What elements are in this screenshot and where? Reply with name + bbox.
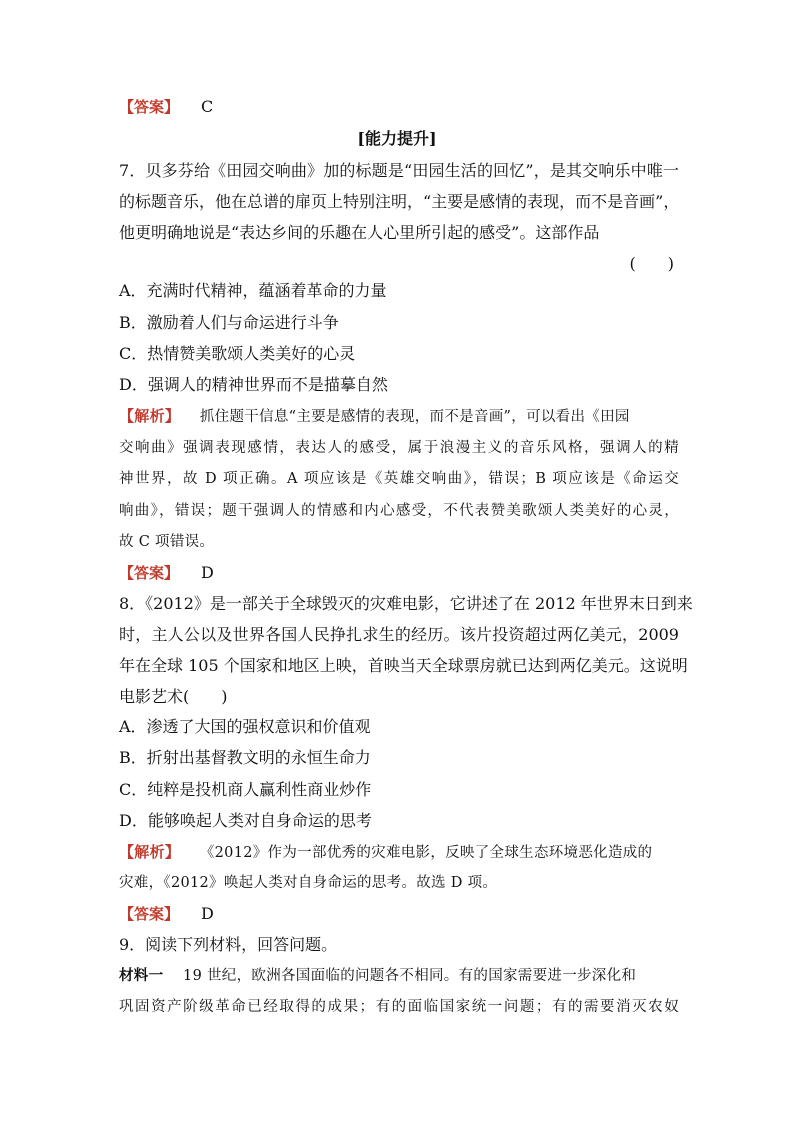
analysis-text: 《2012》作为一部优秀的灾难电影，反映了全球生态环境恶化造成的 [199,845,653,861]
material-text: 19 世纪，欧洲各国面临的问题各不相同。有的国家需要进一步深化和 [183,968,637,984]
q7-analysis-line: 响曲》，错误；题干强调人的情感和内心感受，不代表赞美歌颂人类美好的心灵， [119,503,679,519]
q7-stem-line: 的标题音乐，他在总谱的扉页上特别注明，“主要是感情的表现，而不是音画”， [119,192,680,211]
q7-analysis-line: 故 C 项错误。 [119,534,215,550]
analysis-text: 抓住题干信息“主要是感情的表现，而不是音画”，可以看出《田园 [199,409,630,425]
q9-stem: 9．阅读下列材料，回答问题。 [119,935,338,954]
q8-stem-line: 8．《2012》是一部关于全球毁灭的灾难电影，它讲述了在 2012 年世界末日到来 [119,594,693,613]
q9-material-line: 巩固资产阶级革命已经取得的成果；有的面临国家统一问题；有的需要消灭农奴 [119,999,679,1015]
q7-option-a: A．充满时代精神，蕴涵着革命的力量 [119,281,387,300]
q9-material-first-line [119,966,679,986]
q7-analysis-line: 交响曲》强调表现感情，表达人的感受，属于浪漫主义的音乐风格，强调人的精 [119,440,679,456]
q8-analysis-line: 灾难，《2012》唤起人类对自身命运的思考。故选 D 项。 [119,875,498,891]
answer-tag: 【答案】 [119,564,180,582]
q8-option-c: C．纯粹是投机商人赢利性商业炒作 [119,780,372,799]
q8-answer-line [119,904,679,924]
q8-option-b: B．折射出基督教文明的永恒生命力 [119,748,371,767]
answer-value: D [201,563,214,582]
q7-stem-line: 7．贝多芬给《田园交响曲》加的标题是“田园生活的回忆”，是其交响乐中唯一 [119,161,679,180]
q7-answer-line [119,563,679,583]
q8-option-a: A．渗透了大国的强权意识和价值观 [119,717,371,736]
answer-tag: 【答案】 [119,905,180,923]
q8-option-d: D．能够唤起人类对自身命运的思考 [119,811,372,830]
section-title: [能力提升] [357,129,437,148]
q8-stem-line: 电影艺术( ) [119,687,228,706]
q8-stem-line: 时，主人公以及世界各国人民挣扎求生的经历。该片投资超过两亿美元，2009 [119,625,679,644]
q8-stem-line: 年在全球 105 个国家和地区上映，首映当天全球票房就已达到两亿美元。这说明 [119,656,688,675]
analysis-tag: 【解析】 [119,843,181,861]
q7-option-b: B．激励着人们与命运进行斗争 [119,313,339,332]
answer-tag: 【答案】 [119,98,180,116]
answer-value: C [201,97,214,116]
material-tag: 材料一 [119,968,164,984]
answer-value: D [201,904,214,923]
q7-analysis-first-line [119,406,679,427]
q7-option-c: C．热情赞美歌颂人类美好的心灵 [119,344,356,363]
q7-stem-line: 他更明确地说是“表达乡间的乐趣在人心里所引起的感受”。这部作品 [119,223,600,242]
analysis-tag: 【解析】 [119,407,181,425]
answer-line [119,97,679,117]
q8-analysis-first-line [119,842,679,863]
q7-answer-bracket: ( ) [629,254,674,273]
q7-analysis-line: 神世界，故 D 项正确。A 项应该是《英雄交响曲》，错误；B 项应该是《命运交 [119,471,679,487]
q7-option-d: D．强调人的精神世界而不是描摹自然 [119,375,388,394]
